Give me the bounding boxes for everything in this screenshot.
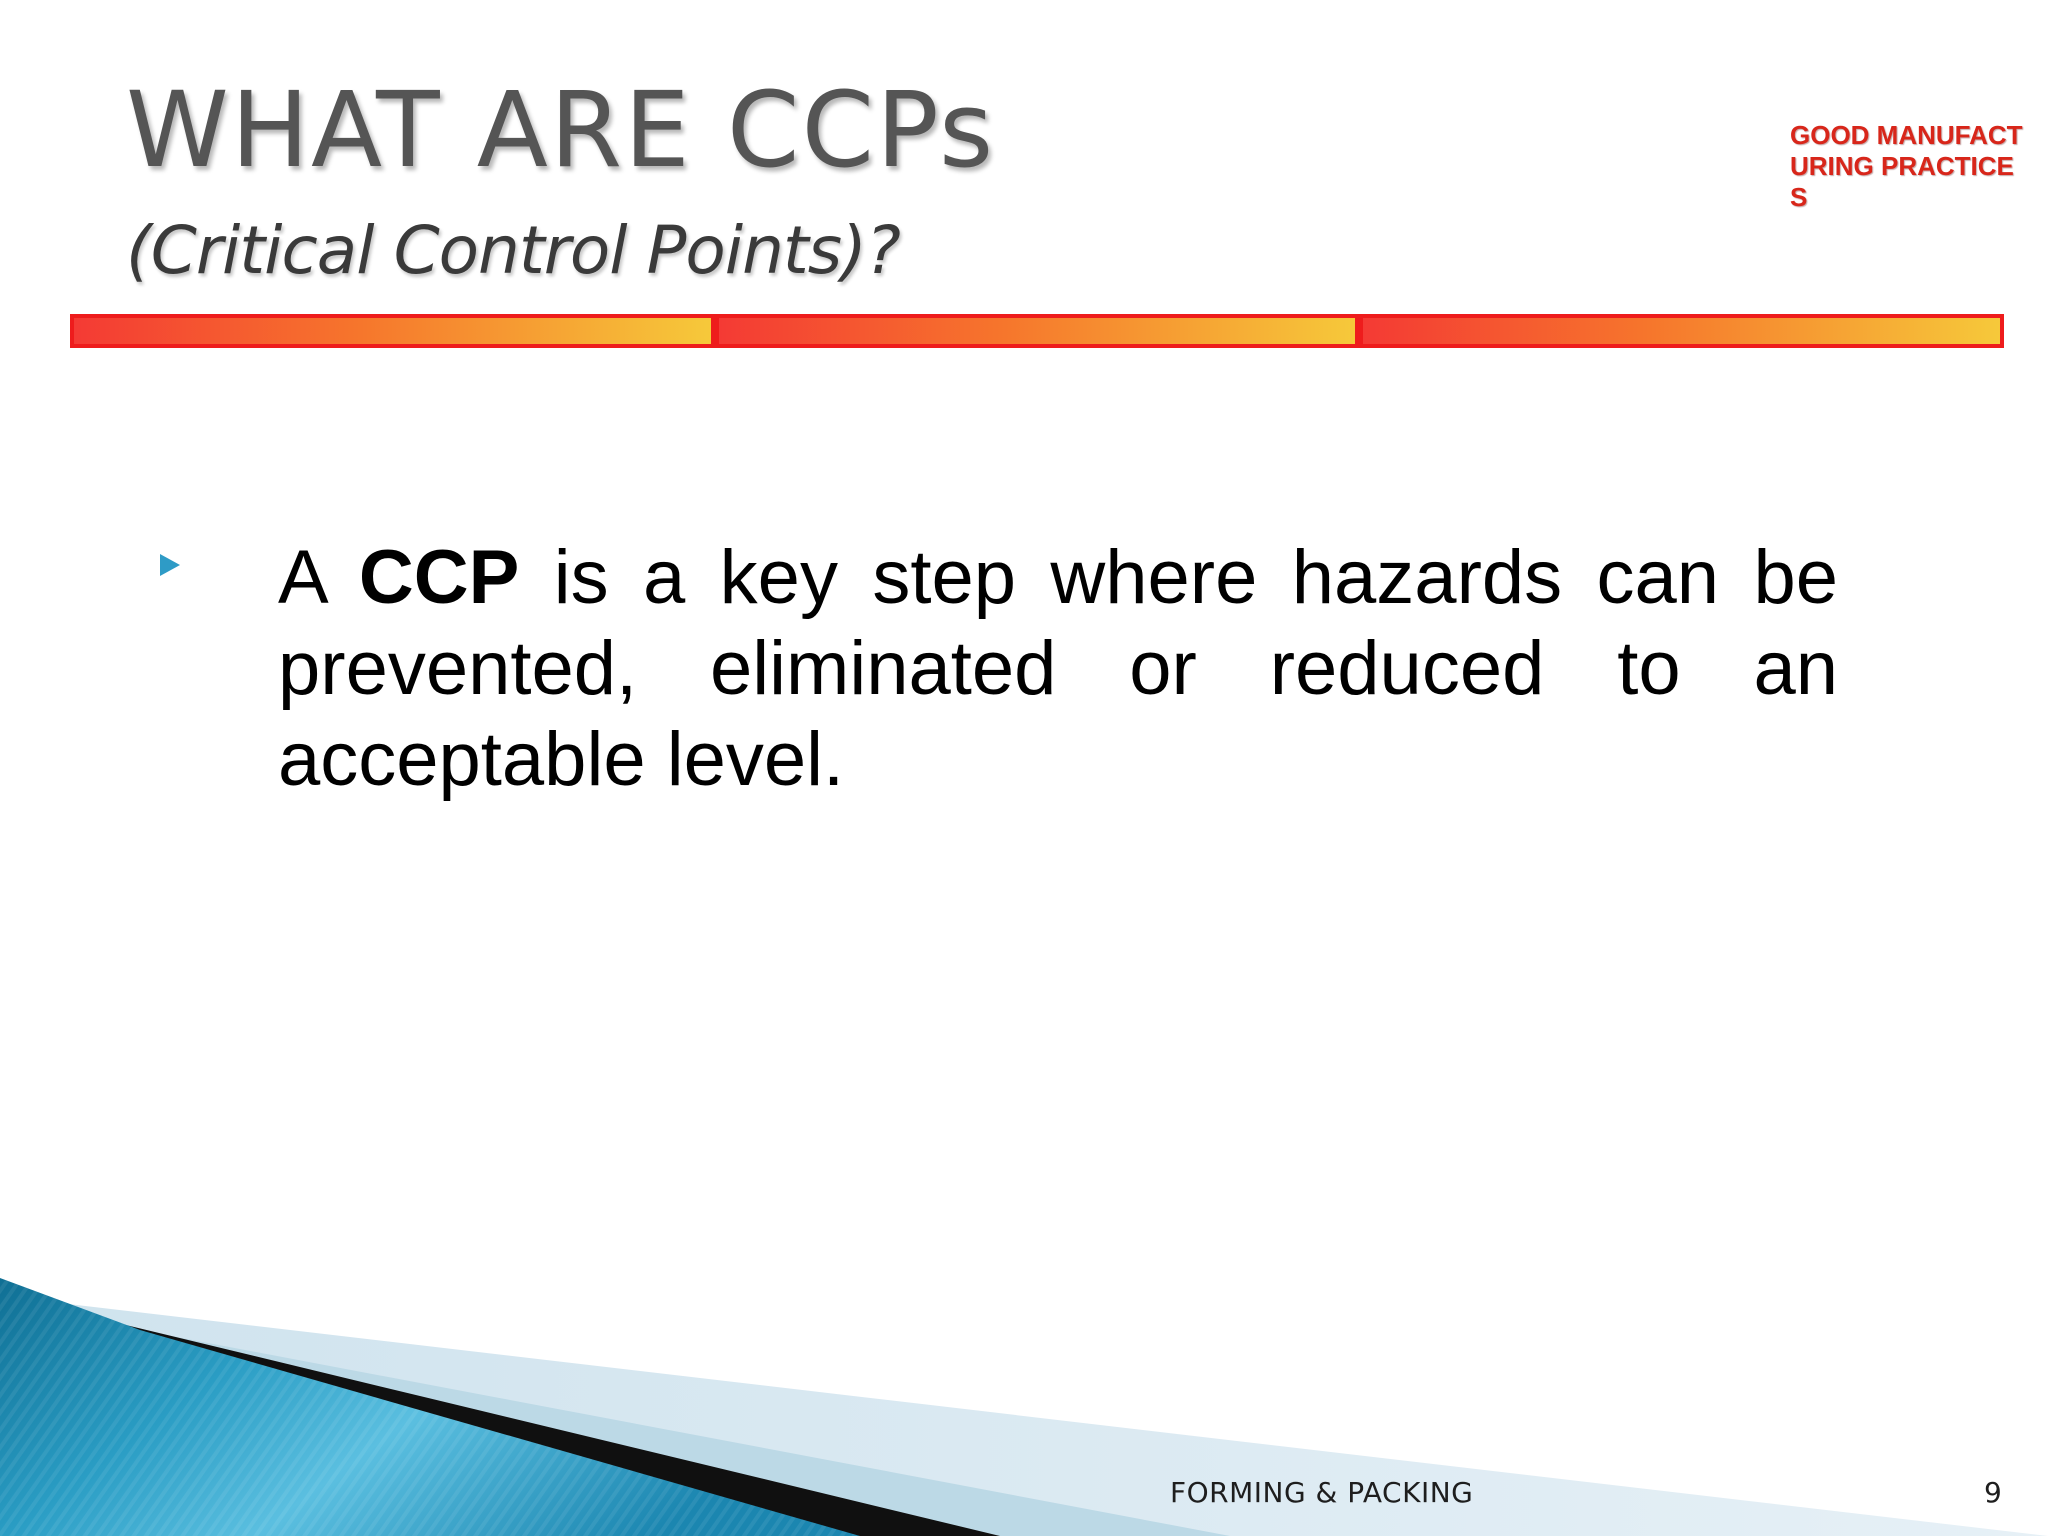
footer-title: FORMING & PACKING bbox=[1170, 1476, 1474, 1509]
triangle-bullet-icon bbox=[160, 554, 180, 576]
stripe-segment bbox=[70, 314, 715, 348]
footer-swoosh-decoration bbox=[0, 1270, 2048, 1536]
bullet-text bbox=[278, 532, 1838, 805]
stripe-segment bbox=[715, 314, 1360, 348]
stripe-segment bbox=[1359, 314, 2004, 348]
title-underline-stripe bbox=[70, 314, 2004, 348]
bullet-rest: is a key step where hazards can be prevented, eliminated or reduced to an acceptable level. bbox=[278, 535, 1838, 802]
bullet-prefix: A bbox=[278, 535, 359, 620]
bullet-emphasis: CCP bbox=[358, 535, 520, 620]
page-number: 9 bbox=[1984, 1476, 2002, 1509]
slide-subtitle: (Critical Control Points)? bbox=[126, 212, 900, 289]
slide-title: WHAT ARE CCPs bbox=[126, 69, 996, 191]
corner-label: GOOD MANUFACTURING PRACTICES bbox=[1790, 120, 2023, 212]
